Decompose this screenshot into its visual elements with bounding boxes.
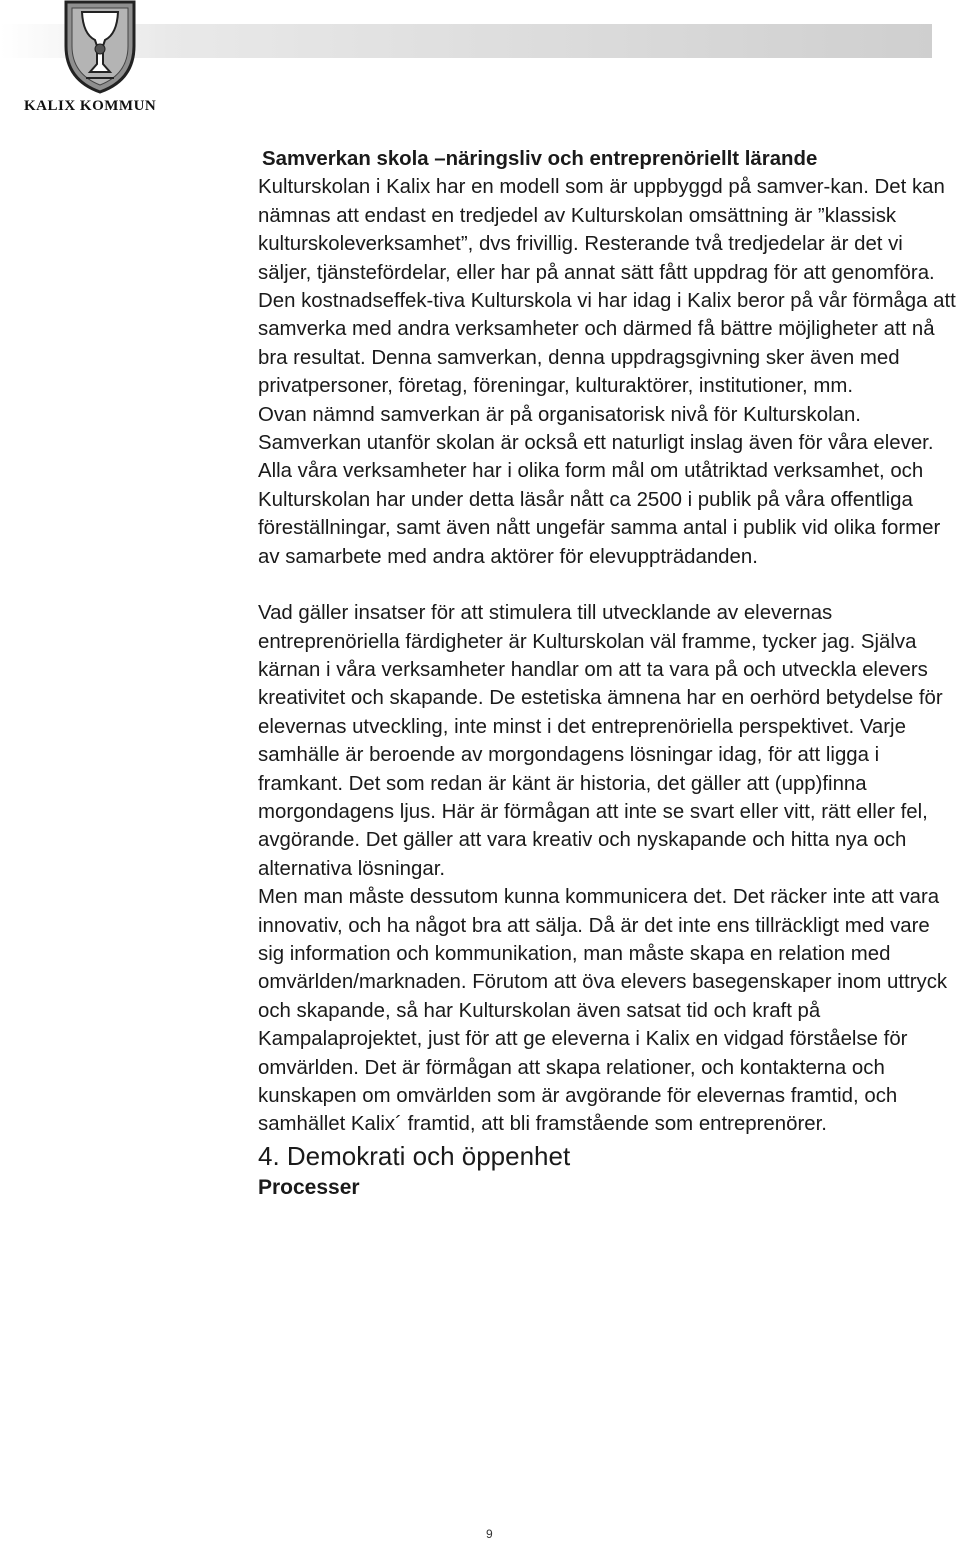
subsection-title: Processer: [258, 1175, 360, 1199]
paragraph: Kulturskolan i Kalix har en modell som är uppbyggd på samver-kan. Det kan nämnas att endast en tredjedel av Kulturskolan omsättning är ”klassisk kulturskoleverksamhet”, dvs frivillig. Resterande två tredjedelar är det vi säljer, tjänstefördelar, eller har på annat sätt fått uppdrag för att genomföra. Den kostnadseffek-tiva Kulturskola vi har idag i Kalix beror på vår förmåga att samverka med andra verksamheter och därmed få bättre möjligheter att nå bra resultat. Denna samverkan, denna uppdragsgivning sker även med privatpersoner, företag, föreningar, kulturaktörer, institutioner, mm.: [258, 176, 956, 398]
org-name: KALIX KOMMUN: [24, 98, 157, 114]
paragraph: Ovan nämnd samverkan är på organisatorisk nivå för Kulturskolan. Samverkan utanför skolan är också ett naturligt inslag även för våra elever. Alla våra verksamheter har i olika form mål om utåtriktad verksamhet, och Kulturskolan har under detta läsår nått ca 2500 i publik på våra offentliga föreställningar, samt även nått ungefär samma antal i publik vid olika former av samarbete med andra aktörer för elevuppträdanden.: [258, 403, 941, 568]
paragraph: Men man måste dessutom kunna kommunicera det. Det räcker inte att vara innovativ, och ha något bra att sälja. Då är det inte ens tillräckligt med vare sig information och kommunikation, man måste skapa en relation med omvärlden/marknaden. Förutom att öva elevers basegenskaper inom uttryck och skapande, så har Kulturskolan även satsat tid och kraft på Kampalaprojektet, just för att ge eleverna i Kalix en vidgad förståelse för omvärlden. Det är förmågan att skapa relationer, och kontakterna och kunskapen om omvärlden som är avgörande för elevernas framtid, och samhället Kalix´ framtid, att bli framstående som entreprenörer.: [258, 886, 948, 1136]
kalix-coat-of-arms-icon: [62, 0, 138, 94]
page-number: 9: [486, 1527, 493, 1541]
paragraph-spacer: [258, 571, 958, 599]
section-heading: Samverkan skola –näringsliv och entreprenöriellt lärande: [262, 148, 818, 170]
document-body: [258, 145, 958, 1203]
logo: [12, 0, 182, 125]
paragraph: Vad gäller insatser för att stimulera till utvecklande av elevernas entreprenöriella färdigheter är Kulturskolan väl framme, tycker jag. Själva kärnan i våra verksamheter handlar om att ta vara på och utveckla elevers kreativitet och skapande. De estetiska ämnena har en oerhörd betydelse för elevernas utveckling, inte minst i det entreprenöriella perspektivet. Varje samhälle är beroende av morgondagens lösningar idag, för att ligga i framkant. Det som redan är känt är historia, det gäller att (upp)finna morgondagens ljus. Här är förmågan att inte se svart eller vitt, rätt eller fel, avgörande. Det gäller att vara kreativ och nyskapande och hitta nya och alternativa lösningar.: [258, 602, 943, 880]
section-title: 4. Demokrati och öppenhet: [258, 1140, 571, 1171]
